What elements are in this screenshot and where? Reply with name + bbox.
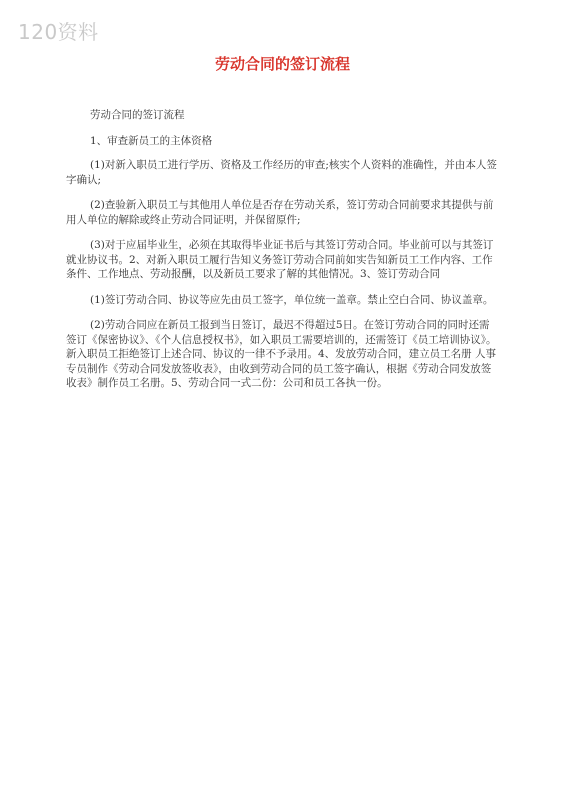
paragraph-item: (3)对于应届毕业生，必须在其取得毕业证书后与其签订劳动合同。毕业前可以与其签订就业协议书。2、对新入职员工履行告知义务签订劳动合同前如实告知新员工工作内容、工作条件、工作地点、劳动报酬，以及新员工要求了解的其他情况。3、签订劳动合同	[66, 239, 494, 280]
section-heading-1: 1、审查新员工的主体资格	[90, 134, 213, 147]
watermark-logo: 120资料	[18, 20, 99, 44]
paragraph-item: (2)查验新入职员工与其他用人单位是否存在劳动关系，签订劳动合同前要求其提供与前用人单位的解除或终止劳动合同证明，并保留原件;	[66, 199, 494, 226]
intro-heading: 劳动合同的签订流程	[90, 109, 185, 121]
paragraph-item: (1)对新入职员工进行学历、资格及工作经历的审查;核实个人资料的准确性，并由本人签字确认;	[66, 159, 497, 186]
page-title: 劳动合同的签订流程	[214, 55, 350, 73]
document-body	[66, 108, 500, 402]
paragraph-item: (1)签订劳动合同、协议等应先由员工签字，单位统一盖章。禁止空白合同、协议盖章。	[90, 293, 494, 306]
paragraph-item: (2)劳动合同应在新员工报到当日签订，最迟不得超过5日。在签订劳动合同的同时还需签订《保密协议》、《个人信息授权书》，如入职员工需要培训的，还需签订《员工培训协议》。新入职员工拒绝签订上述合同、协议的一律不予录用。4、发放劳动合同，建立员工名册 人事专员制作《劳动合同发放签收表》，由收到劳动合同的员工签字确认，根据《劳动合同发放签收表》制作员工名册。5、劳动合同一式二份：公司和员工各执一份。	[66, 319, 497, 389]
